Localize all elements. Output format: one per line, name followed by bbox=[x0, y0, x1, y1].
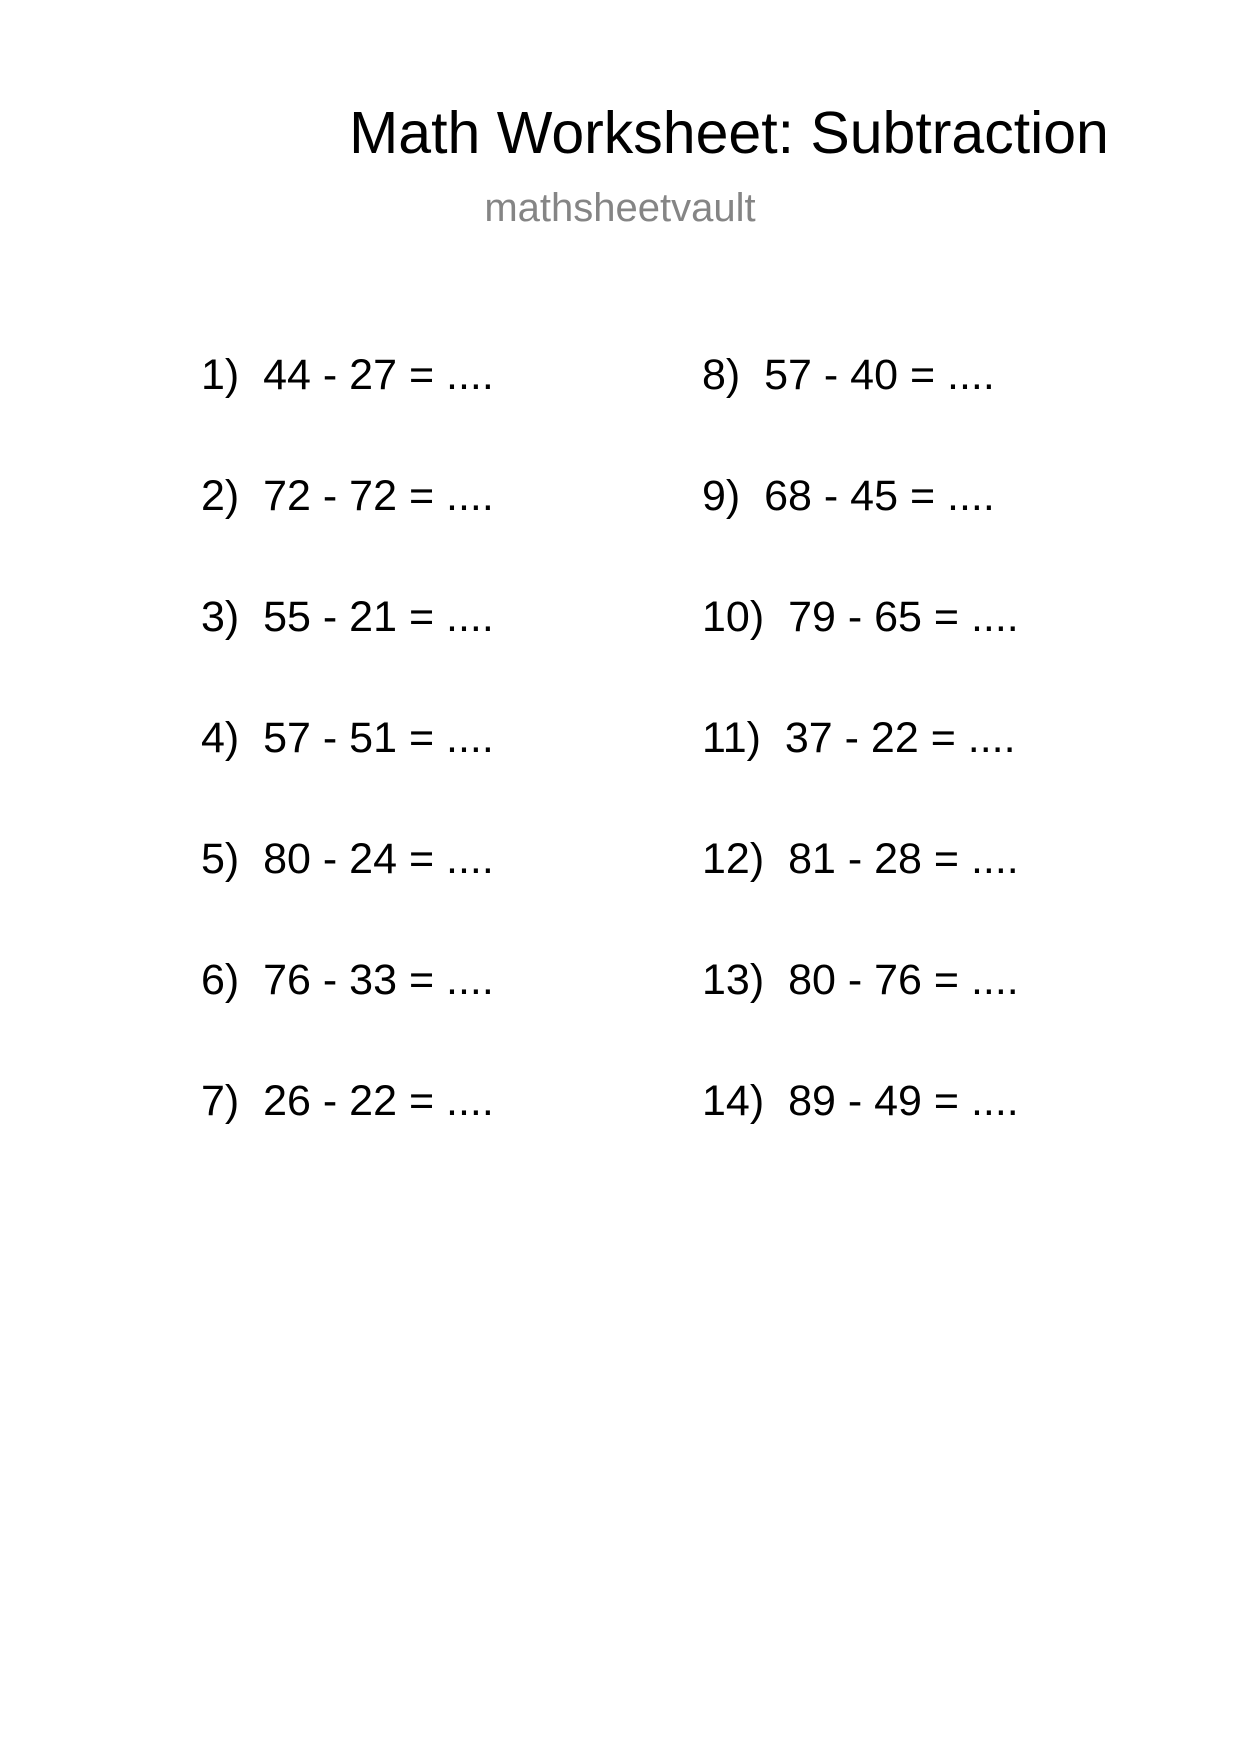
problem-number: 14) bbox=[702, 1077, 765, 1125]
problem-expression: 79 - 65 = .... bbox=[788, 593, 1019, 641]
problem-7 bbox=[201, 1077, 494, 1125]
problem-1 bbox=[201, 351, 494, 399]
problem-expression: 57 - 51 = .... bbox=[263, 714, 494, 762]
problem-number: 6) bbox=[201, 956, 240, 1004]
page-title: Math Worksheet: Subtraction bbox=[349, 100, 1109, 166]
problem-number: 2) bbox=[201, 472, 240, 520]
problem-expression: 80 - 24 = .... bbox=[263, 835, 494, 883]
problem-8 bbox=[702, 351, 1019, 399]
problem-grid bbox=[0, 351, 1240, 1151]
problem-13 bbox=[702, 956, 1019, 1004]
problem-number: 13) bbox=[702, 956, 765, 1004]
problem-expression: 57 - 40 = .... bbox=[764, 351, 995, 399]
problem-column-right bbox=[702, 351, 1019, 1198]
problem-number: 4) bbox=[201, 714, 240, 762]
problem-expression: 68 - 45 = .... bbox=[764, 472, 995, 520]
problem-expression: 80 - 76 = .... bbox=[788, 956, 1019, 1004]
problem-12 bbox=[702, 835, 1019, 883]
problem-expression: 55 - 21 = .... bbox=[263, 593, 494, 641]
problem-6 bbox=[201, 956, 494, 1004]
problem-2 bbox=[201, 472, 494, 520]
problem-expression: 76 - 33 = .... bbox=[263, 956, 494, 1004]
problem-expression: 89 - 49 = .... bbox=[788, 1077, 1019, 1125]
problem-expression: 37 - 22 = .... bbox=[784, 714, 1016, 762]
problem-number: 7) bbox=[201, 1077, 240, 1125]
problem-11 bbox=[702, 714, 1019, 762]
problem-number: 3) bbox=[201, 593, 240, 641]
problem-column-left bbox=[201, 351, 494, 1198]
problem-10 bbox=[702, 593, 1019, 641]
problem-3 bbox=[201, 593, 494, 641]
problem-expression: 81 - 28 = .... bbox=[788, 835, 1019, 883]
problem-14 bbox=[702, 1077, 1019, 1125]
problem-number: 11) bbox=[702, 714, 761, 762]
page-subtitle: mathsheetvault bbox=[484, 186, 756, 230]
problem-4 bbox=[201, 714, 494, 762]
problem-expression: 26 - 22 = .... bbox=[263, 1077, 494, 1125]
problem-5 bbox=[201, 835, 494, 883]
problem-expression: 44 - 27 = .... bbox=[263, 351, 494, 399]
problem-number: 5) bbox=[201, 835, 240, 883]
problem-number: 10) bbox=[702, 593, 765, 641]
problem-number: 9) bbox=[702, 472, 741, 520]
problem-9 bbox=[702, 472, 1019, 520]
problem-number: 12) bbox=[702, 835, 765, 883]
problem-number: 8) bbox=[702, 351, 741, 399]
problem-expression: 72 - 72 = .... bbox=[263, 472, 494, 520]
problem-number: 1) bbox=[201, 351, 240, 399]
